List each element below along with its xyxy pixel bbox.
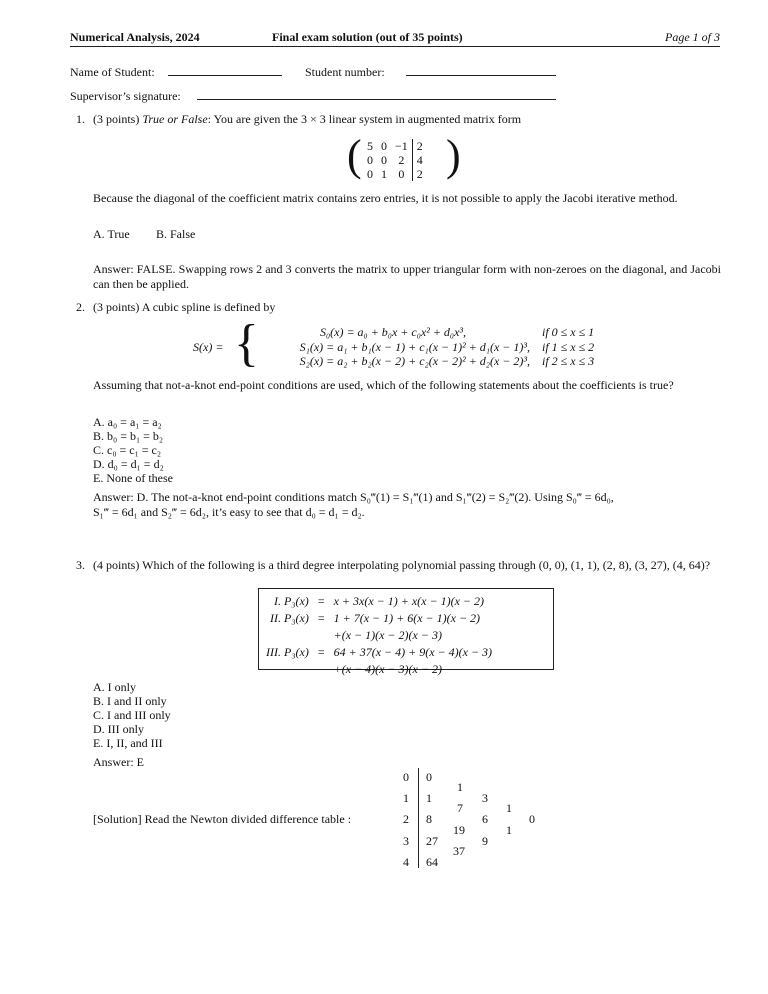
dd-f-value: 1: [426, 791, 432, 805]
q3-points: (4 points): [93, 558, 140, 572]
q3-option-e: E. I, II, and III: [93, 736, 163, 750]
poly-rhs: 64 + 37(x − 4) + 9(x − 4)(x − 3): [333, 645, 493, 659]
q2-spline-brace: {: [234, 315, 259, 372]
q1-statement: Because the diagonal of the coefficient matrix contains zero entries, it is not possible to apply the Jacobi iterative method.: [93, 191, 678, 205]
q3-option-d: D. III only: [93, 722, 144, 736]
matrix-cell: −1: [395, 139, 408, 153]
dd-second-difference: 9: [482, 834, 488, 848]
poly-rhs: 1 + 7(x − 1) + 6(x − 1)(x − 2): [333, 611, 481, 625]
dd-first-difference: 7: [457, 801, 463, 815]
q2-piece-0-cond: if 0 ≤ x ≤ 1: [542, 325, 595, 339]
matrix-cell: 2: [412, 167, 427, 181]
dd-x-value: 3: [403, 834, 409, 848]
q2-piece-1-cond: if 1 ≤ x ≤ 2: [542, 340, 595, 354]
q2-piece-2-expr: S₂(x) = a₂ + b₂(x − 2) + c₂(x − 2)² + d₂(x − 2)³,: [299, 354, 530, 368]
matrix-cell: 1: [381, 167, 387, 181]
q1-augmented-matrix: [363, 139, 427, 181]
supervisor-signature-label: Supervisor’s signature:: [70, 89, 181, 103]
q2-prompt: [93, 300, 275, 315]
q1-option-b: B. False: [156, 227, 196, 241]
dd-second-difference: 3: [482, 791, 488, 805]
q3-polynomial-box: [258, 588, 554, 676]
polynomial-row: [265, 593, 493, 610]
poly-label: II. P₃(x): [270, 611, 309, 625]
matrix-cell: 0: [367, 167, 373, 181]
dd-fourth-difference: 0: [529, 812, 535, 826]
dd-first-difference: 37: [453, 844, 465, 858]
poly-eq: =: [317, 611, 325, 625]
matrix-cell: 0: [381, 139, 387, 153]
q2-piece-0-expr: S₀(x) = a₀ + b₀x + c₀x² + d₀x³,: [319, 325, 467, 339]
poly-rhs: x + 3x(x − 1) + x(x − 1)(x − 2): [333, 594, 485, 608]
q2-number: 2.: [76, 300, 85, 314]
q3-answer: Answer: E: [93, 755, 144, 769]
q1-prompt: [93, 112, 521, 127]
q3-prompt: [93, 558, 721, 573]
q1-option-a: A. True: [93, 227, 130, 241]
dd-first-difference: 1: [457, 780, 463, 794]
polynomial-row: [265, 661, 493, 678]
matrix-cell: 2: [398, 153, 405, 167]
dd-f-value: 0: [426, 770, 432, 784]
q1-number: 1.: [76, 112, 85, 126]
polynomial-row: [265, 644, 493, 661]
student-name-line: [168, 63, 282, 76]
q1-points: (3 points): [93, 112, 140, 126]
header-rule: [70, 46, 720, 47]
dd-x-value: 1: [403, 791, 409, 805]
q1-stem: : You are given the 3 × 3 linear system in augmented matrix form: [207, 112, 522, 126]
poly-eq: =: [317, 594, 325, 608]
poly-label: [265, 627, 317, 644]
matrix-row: [363, 167, 427, 181]
poly-eq: [317, 627, 333, 644]
dd-x-value: 0: [403, 770, 409, 784]
q3-stem: Which of the following is a third degree interpolating polynomial passing through (0, 0), (1, 1), (2, 8), (3, 27), (4, 64)?: [142, 558, 711, 572]
dd-x-value: 2: [403, 812, 409, 826]
poly-rhs: +(x − 1)(x − 2)(x − 3): [333, 628, 442, 642]
matrix-row: [363, 139, 427, 153]
supervisor-signature-line: [197, 87, 556, 100]
dd-third-difference: 1: [506, 801, 512, 815]
matrix-row: [363, 153, 427, 167]
q3-option-c: C. I and III only: [93, 708, 171, 722]
q1-true-false-label: True or False: [142, 112, 208, 126]
q3-number: 3.: [76, 558, 85, 572]
q2-spline-lhs: S(x) =: [193, 340, 224, 354]
dd-x-value: 4: [403, 855, 409, 869]
poly-eq: [317, 661, 333, 678]
q2-piece-1-expr: S₁(x) = a₁ + b₁(x − 1) + c₁(x − 1)² + d₁(x − 1)³,: [299, 340, 530, 354]
dd-third-difference: 1: [506, 823, 512, 837]
dd-f-value: 64: [426, 855, 438, 869]
header-course: Numerical Analysis, 2024: [70, 30, 200, 44]
student-name-label: Name of Student:: [70, 65, 155, 79]
dd-second-difference: 6: [482, 812, 488, 826]
q2-option-e: E. None of these: [93, 471, 173, 485]
poly-label: [265, 661, 317, 678]
q3-solution-label: [Solution] Read the Newton divided difference table :: [93, 812, 352, 826]
matrix-cell: 4: [412, 153, 427, 167]
poly-rhs: +(x − 4)(x − 3)(x − 2): [333, 662, 442, 676]
matrix-cell: 0: [367, 153, 373, 167]
polynomial-row: [265, 627, 493, 644]
student-number-label: Student number:: [305, 65, 385, 79]
q2-points: (3 points): [93, 300, 140, 314]
q2-option-d: D. d₀ = d₁ = d₂: [93, 457, 164, 471]
poly-label: III. P₃(x): [266, 645, 309, 659]
q2-option-a: A. a₀ = a₁ = a₂: [93, 415, 162, 429]
q2-answer-line1: Answer: D. The not-a-knot end-point conditions match S₀‴(1) = S₁‴(1) and S₁‴(2) = S₂‴(2). Using S₀‴ = 6d₀,: [93, 490, 614, 504]
matrix-cell: 5: [367, 139, 373, 153]
q2-option-b: B. b₀ = b₁ = b₂: [93, 429, 164, 443]
poly-eq: =: [317, 645, 325, 659]
student-number-line: [406, 63, 556, 76]
q2-question: Assuming that not-a-knot end-point conditions are used, which of the following statements about the coefficients is true?: [93, 378, 674, 392]
q2-option-c: C. c₀ = c₁ = c₂: [93, 443, 162, 457]
q2-stem: A cubic spline is defined by: [141, 300, 276, 314]
header-exam-title: Final exam solution (out of 35 points): [272, 30, 463, 44]
q3-option-b: B. I and II only: [93, 694, 167, 708]
q1-matrix-right-paren: ): [446, 131, 461, 180]
q1-answer: Answer: FALSE. Swapping rows 2 and 3 converts the matrix to upper triangular form with non-zeroes on the diagonal, and Jacobi can then be applied.: [93, 262, 721, 291]
dd-f-value: 27: [426, 834, 438, 848]
matrix-cell: 0: [381, 153, 387, 167]
poly-label: I. P₃(x): [273, 594, 309, 608]
polynomial-row: [265, 610, 493, 627]
q3-polynomial-table: [265, 593, 493, 678]
matrix-cell: 0: [398, 167, 405, 181]
q3-option-a: A. I only: [93, 680, 136, 694]
q2-answer-line2: S₁‴ = 6d₁ and S₂‴ = 6d₂, it’s easy to see that d₀ = d₁ = d₂.: [93, 505, 365, 519]
dd-table-divider: [418, 768, 419, 868]
q2-piece-2-cond: if 2 ≤ x ≤ 3: [542, 354, 595, 368]
dd-first-difference: 19: [453, 823, 465, 837]
matrix-cell: 2: [412, 139, 427, 153]
header-page-number: Page 1 of 3: [665, 30, 720, 44]
q1-matrix-left-paren: (: [347, 131, 362, 180]
dd-f-value: 8: [426, 812, 432, 826]
